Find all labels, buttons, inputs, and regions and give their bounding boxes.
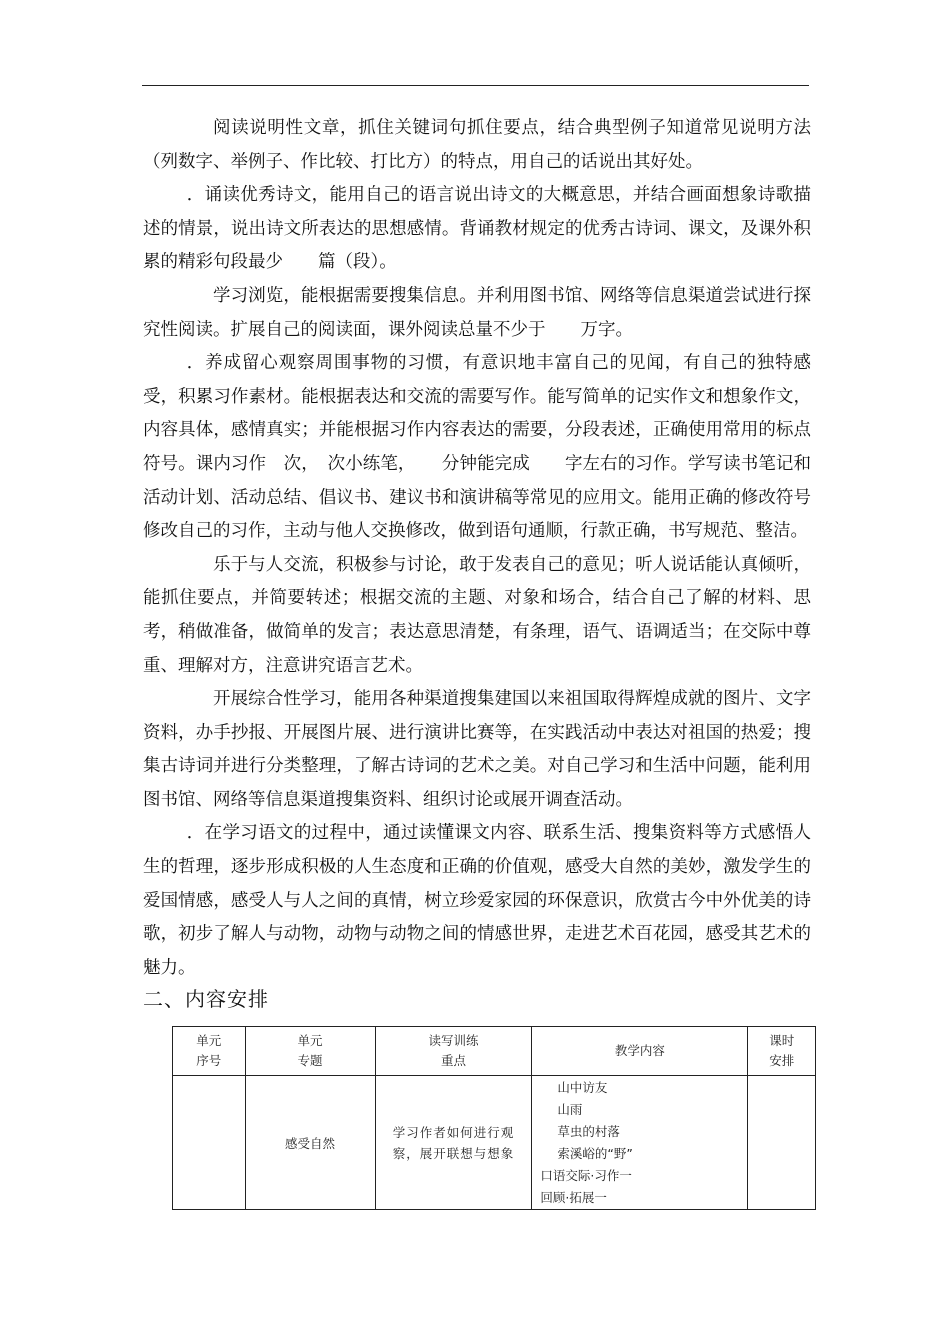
paragraph-reading-expository: 阅读说明性文章，抓住关键词句抓住要点，结合典型例子知道常见说明方法（列数字、举例子、作比较、打比方）的特点，用自己的话说出其好处。	[143, 118, 811, 172]
table-row	[173, 1076, 816, 1210]
cell-training-focus: 学习作者如何进行观 察，展开联想与想象	[375, 1076, 532, 1210]
header-unit-topic: 单元 专题	[245, 1027, 375, 1076]
lesson-item: 山雨	[557, 1101, 583, 1117]
cell-unit-no	[173, 1076, 246, 1210]
table-header-row	[173, 1027, 816, 1076]
cell-teaching-content	[532, 1076, 748, 1210]
header-training-focus: 读写训练 重点	[375, 1027, 532, 1076]
paragraph-communication: 乐于与人交流，积极参与讨论，敢于发表自己的意见；听人说话能认真倾听，能抓住要点，并简要转述；根据交流的主题、对象和场合，结合自己了解的材料、思考，稍做准备，做简单的发言；表达意思清楚，有条理，语气、语调适当；在交际中尊重、理解对方，注意讲究语言艺术。	[143, 554, 811, 676]
activity-item: 口语交际·习作一	[540, 1167, 632, 1183]
cell-unit-topic: 感受自然	[245, 1076, 375, 1210]
header-teaching-content: 教学内容	[532, 1027, 748, 1076]
header-rule	[142, 85, 809, 86]
paragraph-poetry-recitation: ．诵读优秀诗文，能用自己的语言说出诗文的大概意思，并结合画面想象诗歌描述的情景，说出诗文所表达的思想感情。背诵教材规定的优秀古诗词、课文，及课外积累的精彩句段最少 篇（段）。	[143, 185, 811, 273]
cell-class-hours	[748, 1076, 816, 1210]
paragraph-writing: ．养成留心观察周围事物的习惯，有意识地丰富自己的见闻，有自己的独特感受，积累习作素材。能根据表达和交流的需要写作。能写简单的记实作文和想象作文，内容具体，感情真实；并能根据习作内容表达的需要，分段表述，正确使用常用的标点符号。课内习作 次， 次小练笔， 分钟能完成 字左右的习作。学写读书笔记和活动计划、活动总结、倡议书、建议书和演讲稿等常见的应用文。能用正确的修改符号修改自己的习作，主动与他人交换修改，做到语句通顺，行款正确，书写规范、整洁。	[143, 353, 811, 542]
content-arrangement-table	[172, 1026, 816, 1210]
paragraph-values: ．在学习语文的过程中，通过读懂课文内容、联系生活、搜集资料等方式感悟人生的哲理，逐步形成积极的人生态度和正确的价值观，感受大自然的美妙，激发学生的爱国情感，感受人与人之间的真情，树立珍爱家园的环保意识，欣赏古今中外优美的诗歌，初步了解人与动物，动物与动物之间的情感世界，走进艺术百花园，感受其艺术的魅力。	[143, 823, 811, 978]
paragraph-comprehensive-learning: 开展综合性学习，能用各种渠道搜集建国以来祖国取得辉煌成就的图片、文字资料，办手抄报、开展图片展、进行演讲比赛等，在实践活动中表达对祖国的热爱；搜集古诗词并进行分类整理，了解古诗词的艺术之美。对自己学习和生活中问题，能利用图书馆、网络等信息渠道搜集资料、组织讨论或展开调查活动。	[143, 689, 811, 810]
body-text	[143, 112, 811, 985]
paragraph-browsing: 学习浏览，能根据需要搜集信息。并利用图书馆、网络等信息渠道尝试进行探究性阅读。扩展自己的阅读面，课外阅读总量不少于 万字。	[143, 285, 811, 340]
header-unit-no: 单元 序号	[173, 1027, 246, 1076]
lesson-item: 索溪峪的“野”	[557, 1145, 633, 1161]
activity-item: 回顾·拓展一	[540, 1189, 607, 1205]
lesson-item: 山中访友	[557, 1079, 608, 1095]
section-heading: 二、内容安排	[143, 987, 269, 1011]
header-class-hours: 课时 安排	[748, 1027, 816, 1076]
lesson-item: 草虫的村落	[557, 1123, 620, 1139]
